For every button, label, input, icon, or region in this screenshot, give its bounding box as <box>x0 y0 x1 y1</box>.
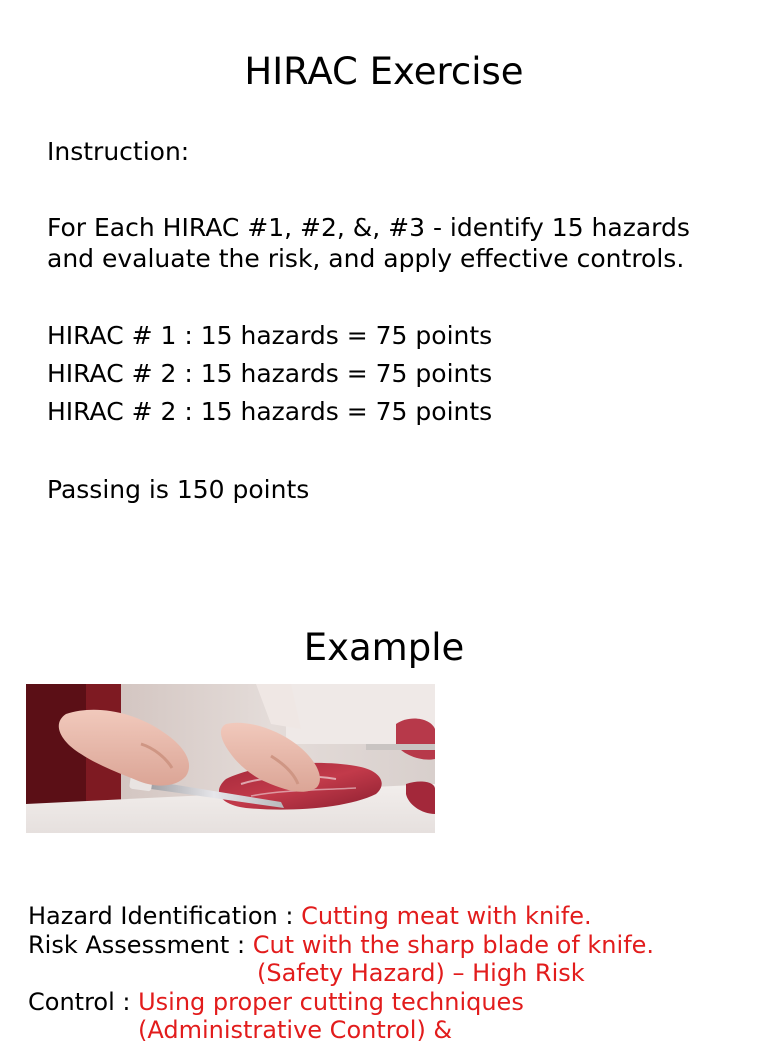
control <box>28 988 524 1017</box>
score-line-hirac-2: HIRAC # 2 : 15 hazards = 75 points <box>47 359 493 388</box>
passing-score: Passing is 150 points <box>47 475 310 504</box>
risk-label: Risk Assessment : <box>28 931 253 959</box>
hazard-value: Cutting meat with knife. <box>301 902 592 930</box>
slide-title: HIRAC Exercise <box>244 50 524 93</box>
meat-cutting-photo <box>26 684 435 833</box>
instruction-label: Instruction: <box>47 137 190 166</box>
instruction-text-line-2: and evaluate the risk, and apply effective controls. <box>47 244 685 273</box>
control-label: Control : <box>28 988 139 1016</box>
risk-assessment <box>28 931 654 960</box>
control-value: Using proper cutting techniques <box>138 988 524 1016</box>
hazard-identification <box>28 902 592 931</box>
risk-detail: (Safety Hazard) – High Risk <box>257 959 585 987</box>
score-line-hirac-3: HIRAC # 2 : 15 hazards = 75 points <box>47 397 493 426</box>
score-line-hirac-1: HIRAC # 1 : 15 hazards = 75 points <box>47 321 493 350</box>
example-title: Example <box>303 626 465 669</box>
risk-value: Cut with the sharp blade of knife. <box>252 931 655 959</box>
hazard-label: Hazard Identification : <box>28 902 302 930</box>
instruction-text-line-1: For Each HIRAC #1, #2, &, #3 - identify 15 hazards <box>47 213 690 242</box>
control-detail: (Administrative Control) & <box>138 1016 453 1044</box>
